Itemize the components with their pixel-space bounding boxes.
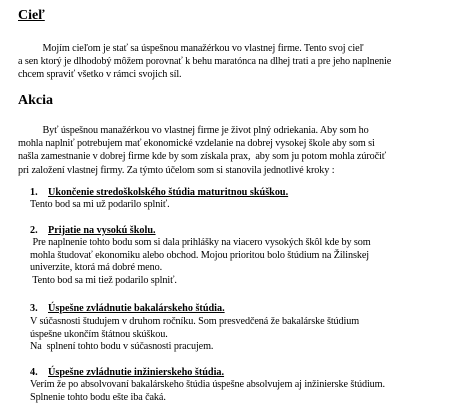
step-3-title: [30, 302, 225, 315]
action-heading: Akcia: [18, 93, 53, 108]
step-number: 3.: [30, 303, 38, 314]
step-2-title: [30, 224, 156, 237]
step-1-title: [30, 186, 288, 199]
step-line: Verím že po absolvovaní bakalárskeho štúdia úspešne absolvujem aj inžinierske štúdium.: [30, 379, 385, 390]
step-2-body: [30, 237, 460, 287]
step-line: V súčasnosti študujem v druhom ročníku. Som presvedčená že bakalárske štúdium: [30, 316, 360, 327]
step-line: úspešne ukončím štátnou skúškou.: [30, 328, 168, 340]
step-4-body: [30, 379, 460, 404]
goal-paragraph: [18, 42, 458, 82]
action-line: Byť úspešnou manažérkou vo vlastnej firme je život plný odriekania. Aby som ho: [18, 125, 369, 136]
step-number: 2.: [30, 225, 38, 236]
step-number: 4.: [30, 367, 38, 378]
step-line: Splnenie tohto bodu ešte iba čaká.: [30, 391, 166, 403]
step-title-text: Ukončenie stredoškolského štúdia maturitnou skúškou.: [48, 187, 289, 198]
step-title-text: Úspešne zvládnutie inžinierskeho štúdia.: [48, 367, 225, 378]
goal-line: chcem spraviť všetko v rámci svojich síl.: [18, 69, 182, 81]
action-line: pri založení vlastnej firmy. Za týmto účelom som si stanovila jednotlivé kroky :: [18, 164, 335, 176]
step-1-body: [30, 199, 460, 212]
action-line: našla zamestnanie v dobrej firme kde by som získala prax, aby som ju potom mohla zúročiť: [18, 151, 387, 163]
action-paragraph: [18, 124, 458, 177]
goal-line: a sen ktorý je dlhodobý môžem porovnať k behu maratónca na dlhej trati a pre jeho naplnenie: [18, 56, 392, 68]
step-title-text: Úspešne zvládnutie bakalárskeho štúdia.: [48, 303, 225, 314]
step-line: univerzite, ktorá má dobré meno.: [30, 262, 163, 274]
step-line: Pre naplnenie tohto bodu som si dala prihlášky na viacero vysokých škôl kde by som: [30, 237, 371, 248]
step-line: Tento bod sa mi tiež podarilo splniť.: [30, 274, 177, 286]
step-3-body: [30, 316, 460, 354]
step-line: Na splnení tohto bodu v súčasnosti pracujem.: [30, 341, 214, 353]
step-line: Tento bod sa mi už podarilo splniť.: [30, 199, 170, 210]
step-number: 1.: [30, 187, 38, 198]
action-line: mohla naplniť potrebujem mať ekonomické vzdelanie na dobrej vysokej škole aby som si: [18, 138, 375, 150]
goal-heading: Cieľ: [18, 8, 45, 23]
step-title-text: Prijatie na vysokú školu.: [48, 225, 156, 236]
step-line: mohla študovať ekonomiku alebo obchod. Mojou prioritou bolo štúdium na Žilinskej: [30, 249, 370, 261]
step-4-title: [30, 366, 224, 379]
goal-line: Mojím cieľom je stať sa úspešnou manažérkou vo vlastnej firme. Tento svoj cieľ: [18, 43, 364, 54]
